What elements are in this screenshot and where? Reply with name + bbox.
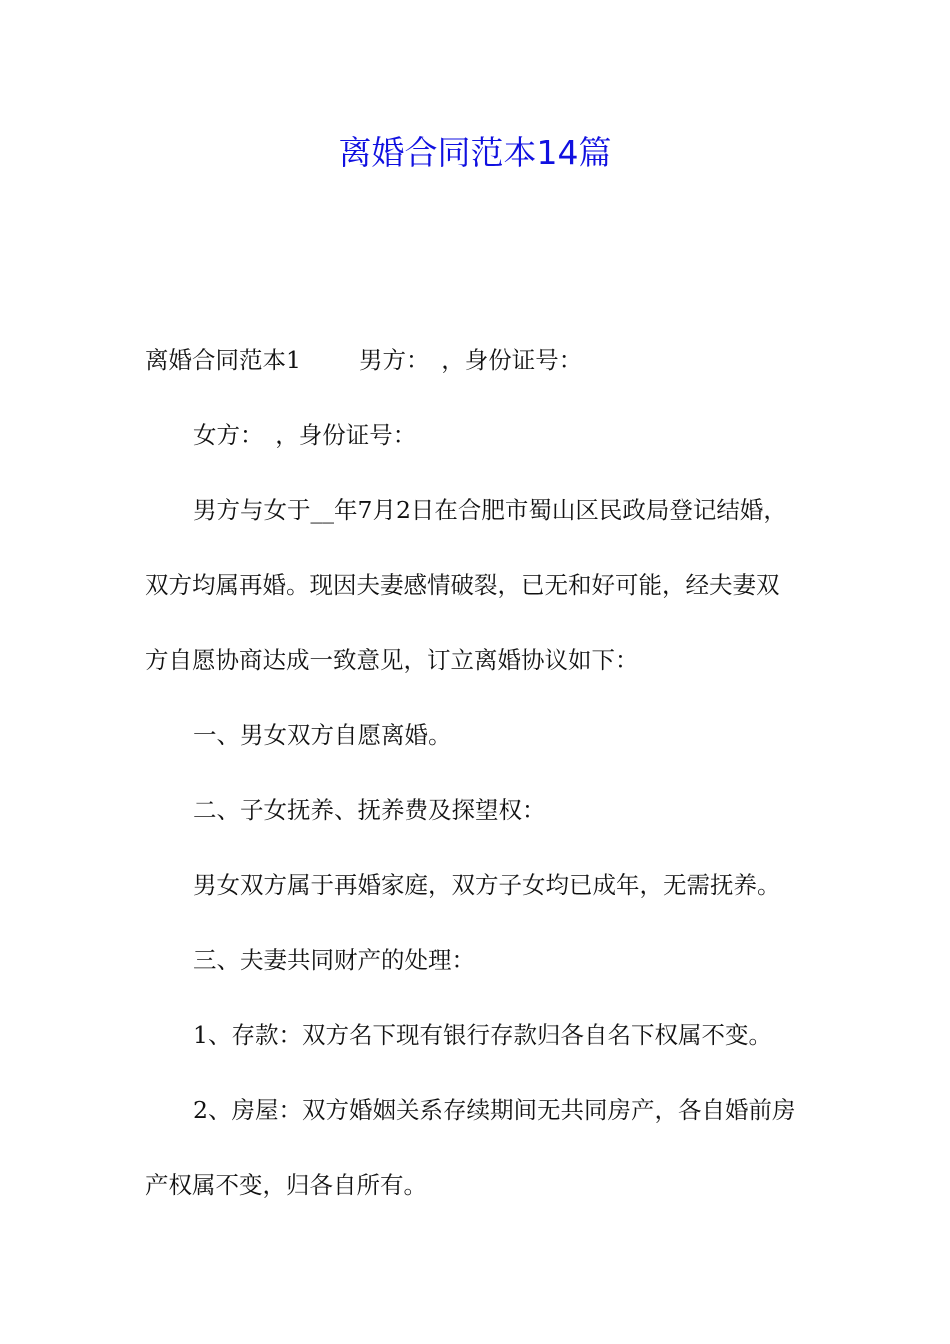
wife-id-line: 女方： ，身份证号： — [193, 421, 417, 449]
clause-line: 2、房屋：双方婚姻关系存续期间无共同房产，各自婚前房 — [193, 1096, 796, 1124]
clause-line: 一、男女双方自愿离婚。 — [193, 721, 452, 749]
clause-line: 二、子女抚养、抚养费及探望权： — [193, 796, 546, 824]
paragraph-line: 产权属不变，归各自所有。 — [145, 1171, 427, 1199]
paragraph-line: 男女双方属于再婚家庭，双方子女均已成年，无需抚养。 — [193, 871, 781, 899]
paragraph-line: 方自愿协商达成一致意见，订立离婚协议如下： — [145, 646, 639, 674]
paragraph-line: 双方均属再婚。现因夫妻感情破裂，已无和好可能，经夫妻双 — [145, 571, 780, 599]
clause-line: 1、存款：双方名下现有银行存款归各自名下权属不变。 — [193, 1021, 772, 1049]
section-label: 离婚合同范本1 — [145, 346, 301, 374]
husband-id-line: 男方： ，身份证号： — [358, 346, 583, 374]
paragraph-line: 男方与女于__年7月2日在合肥市蜀山区民政局登记结婚， — [193, 496, 787, 524]
heading-line — [145, 344, 582, 376]
clause-line: 三、夫妻共同财产的处理： — [193, 946, 475, 974]
document-title: 离婚合同范本14篇 — [338, 133, 612, 172]
